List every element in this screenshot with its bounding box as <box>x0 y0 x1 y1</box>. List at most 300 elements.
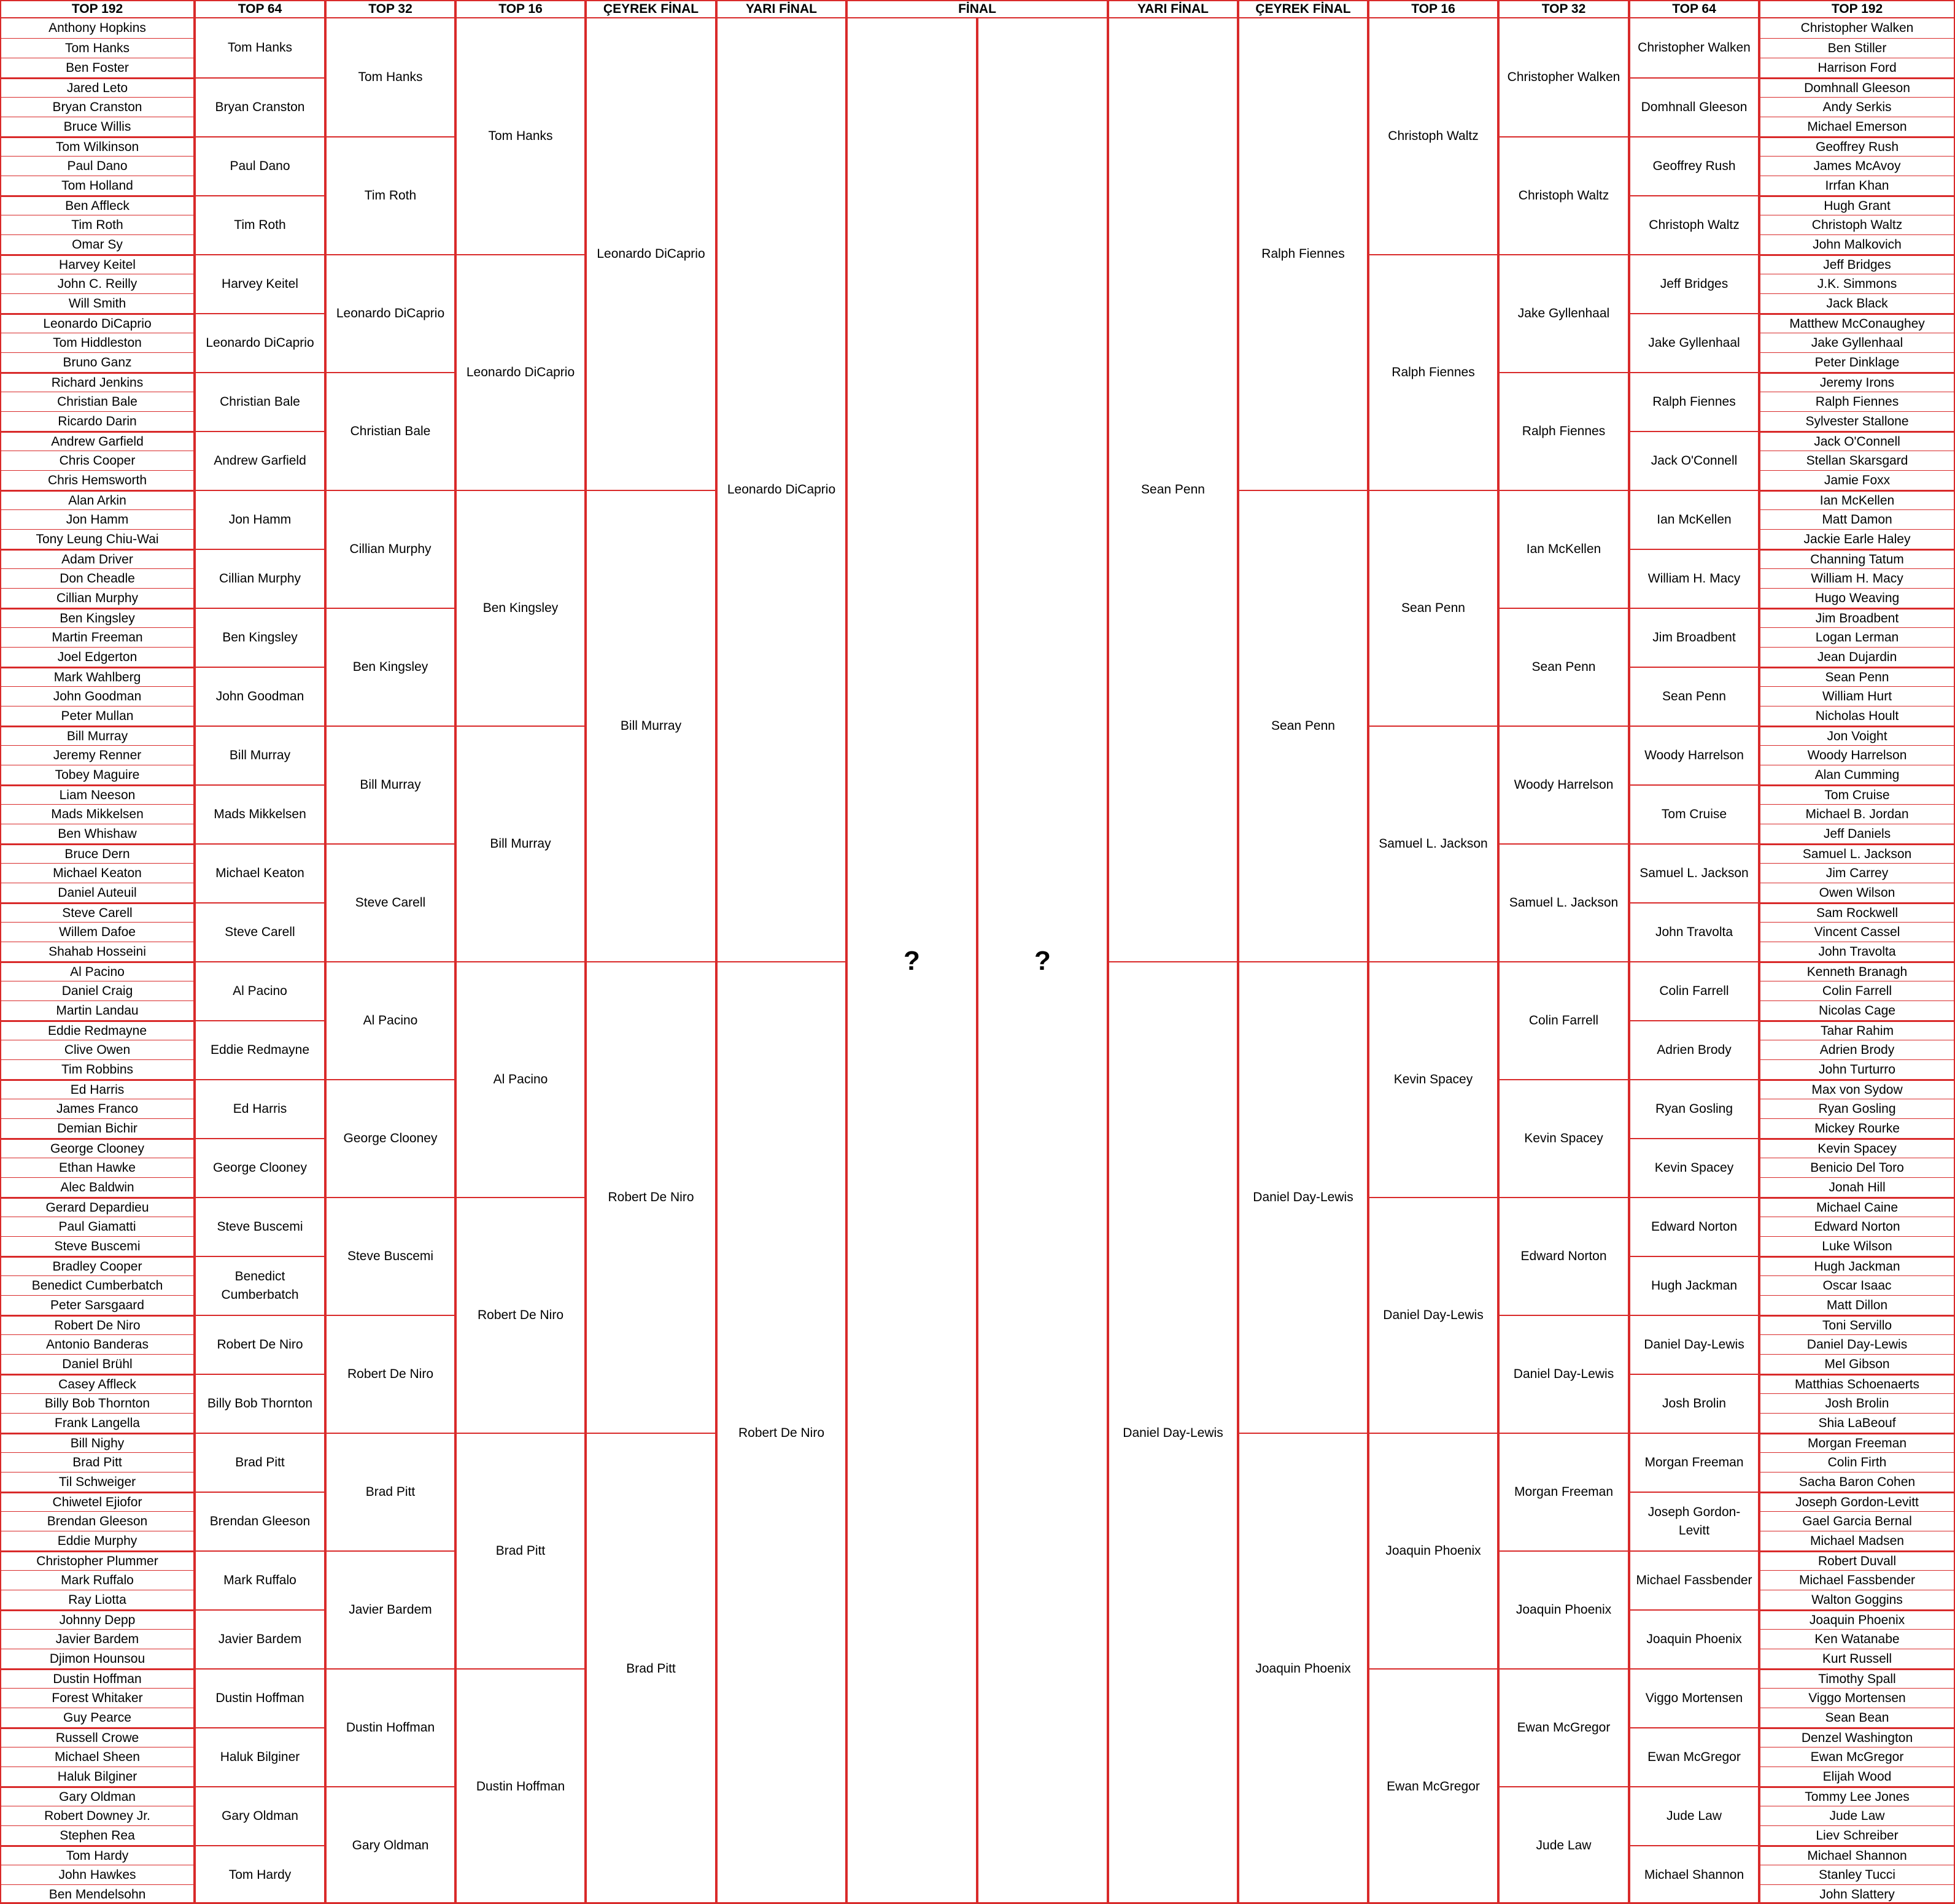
bracket-entry-right-top64[interactable]: Ewan McGregor <box>1630 1727 1758 1786</box>
bracket-entry-left-top32[interactable]: Ben Kingsley <box>327 608 454 726</box>
bracket-entry-right-top192[interactable]: Walton Goggins <box>1760 1590 1954 1609</box>
bracket-entry-right-top192[interactable]: Stanley Tucci <box>1760 1865 1954 1884</box>
bracket-entry-right-top192[interactable]: Gael Garcia Bernal <box>1760 1511 1954 1531</box>
bracket-entry-left-top192[interactable]: Forest Whitaker <box>1 1688 193 1708</box>
bracket-entry-left-top64[interactable]: Jon Hamm <box>196 490 324 549</box>
bracket-entry-right-top192[interactable]: Ben Stiller <box>1760 38 1954 58</box>
bracket-entry-right-top192[interactable]: Josh Brolin <box>1760 1393 1954 1413</box>
bracket-entry-right-top192[interactable]: Kurt Russell <box>1760 1649 1954 1668</box>
bracket-entry-right-top16[interactable]: Ewan McGregor <box>1369 1668 1497 1904</box>
bracket-entry-left-top192[interactable]: Casey Affleck <box>1 1374 193 1393</box>
bracket-entry-left-top192[interactable]: Steve Carell <box>1 902 193 922</box>
bracket-entry-left-top192[interactable]: James Franco <box>1 1099 193 1118</box>
bracket-entry-left-top192[interactable]: Peter Mullan <box>1 706 193 726</box>
bracket-entry-right-top16[interactable]: Samuel L. Jackson <box>1369 726 1497 961</box>
bracket-entry-right-semi[interactable]: Daniel Day-Lewis <box>1109 961 1237 1904</box>
bracket-entry-right-top192[interactable]: Joaquin Phoenix <box>1760 1609 1954 1629</box>
bracket-entry-left-top192[interactable]: Jon Hamm <box>1 509 193 529</box>
bracket-entry-left-top64[interactable]: Leonardo DiCaprio <box>196 313 324 372</box>
bracket-entry-right-top32[interactable]: Edward Norton <box>1500 1197 1628 1315</box>
bracket-entry-right-top192[interactable]: Elijah Wood <box>1760 1767 1954 1786</box>
bracket-entry-right-top64[interactable]: John Travolta <box>1630 902 1758 961</box>
bracket-entry-right-top192[interactable]: Michael Madsen <box>1760 1531 1954 1550</box>
bracket-entry-left-top192[interactable]: Djimon Hounsou <box>1 1649 193 1668</box>
bracket-entry-left-top64[interactable]: Harvey Keitel <box>196 254 324 313</box>
bracket-entry-right-top64[interactable]: Edward Norton <box>1630 1197 1758 1256</box>
bracket-entry-right-top64[interactable]: Domhnall Gleeson <box>1630 77 1758 136</box>
bracket-entry-right-top192[interactable]: Peter Dinklage <box>1760 352 1954 372</box>
bracket-entry-right-top192[interactable]: Jack O'Connell <box>1760 431 1954 451</box>
bracket-entry-right-top192[interactable]: Christoph Waltz <box>1760 215 1954 234</box>
bracket-entry-right-top192[interactable]: Jake Gyllenhaal <box>1760 333 1954 352</box>
bracket-entry-right-top192[interactable]: Shia LaBeouf <box>1760 1413 1954 1433</box>
bracket-entry-left-top64[interactable]: Cillian Murphy <box>196 549 324 608</box>
bracket-entry-right-quarter[interactable]: Joaquin Phoenix <box>1239 1433 1367 1904</box>
bracket-entry-left-top192[interactable]: Tom Hiddleston <box>1 333 193 352</box>
bracket-entry-right-top32[interactable]: Christopher Walken <box>1507 70 1620 84</box>
bracket-entry-right-top192[interactable]: Ken Watanabe <box>1760 1629 1954 1649</box>
bracket-entry-right-top192[interactable]: Toni Servillo <box>1760 1315 1954 1334</box>
bracket-entry-left-top192[interactable]: Tom Wilkinson <box>1 136 193 156</box>
bracket-entry-right-top192[interactable]: Michael Shannon <box>1760 1845 1954 1865</box>
bracket-entry-left-top192[interactable]: John Hawkes <box>1 1865 193 1884</box>
bracket-entry-right-top192[interactable]: Mel Gibson <box>1760 1354 1954 1374</box>
bracket-entry-left-top32[interactable]: Robert De Niro <box>327 1315 454 1433</box>
bracket-entry-right-top192[interactable]: Michael Caine <box>1760 1197 1954 1217</box>
bracket-entry-left-top32[interactable]: George Clooney <box>327 1079 454 1197</box>
bracket-entry-right-top32[interactable]: Samuel L. Jackson <box>1500 843 1628 961</box>
bracket-entry-right-top192[interactable]: John Turturro <box>1760 1059 1954 1079</box>
bracket-entry-left-top192[interactable]: Haluk Bilginer <box>1 1767 193 1786</box>
bracket-entry-left-quarter[interactable]: Robert De Niro <box>587 961 715 1433</box>
bracket-entry-right-top64[interactable]: William H. Macy <box>1630 549 1758 608</box>
bracket-entry-right-top192[interactable]: Tahar Rahim <box>1760 1020 1954 1040</box>
bracket-entry-left-top16[interactable]: Ben Kingsley <box>457 490 584 726</box>
final-slot-right[interactable]: ? <box>1034 946 1051 976</box>
bracket-entry-left-top192[interactable]: Ricardo Darin <box>1 411 193 431</box>
bracket-entry-right-top192[interactable]: James McAvoy <box>1760 156 1954 176</box>
bracket-entry-right-top64[interactable]: Jude Law <box>1630 1786 1758 1845</box>
bracket-entry-right-top32[interactable]: Woody Harrelson <box>1500 726 1628 843</box>
bracket-entry-left-top192[interactable]: Billy Bob Thornton <box>1 1393 193 1413</box>
bracket-entry-right-top192[interactable]: Jeff Daniels <box>1760 824 1954 843</box>
bracket-entry-left-top32[interactable]: Tim Roth <box>327 136 454 254</box>
bracket-entry-right-top192[interactable]: Adrien Brody <box>1760 1040 1954 1059</box>
bracket-entry-right-top192[interactable]: Samuel L. Jackson <box>1760 843 1954 863</box>
bracket-entry-right-top192[interactable]: Kevin Spacey <box>1760 1138 1954 1158</box>
bracket-entry-right-top192[interactable]: Woody Harrelson <box>1760 745 1954 765</box>
bracket-entry-left-top192[interactable]: Ed Harris <box>1 1079 193 1099</box>
bracket-entry-left-top192[interactable]: Chris Hemsworth <box>1 470 193 490</box>
bracket-entry-right-top192[interactable]: J.K. Simmons <box>1760 274 1954 293</box>
bracket-entry-right-quarter[interactable]: Ralph Fiennes <box>1261 247 1345 261</box>
bracket-entry-right-top192[interactable]: Jim Broadbent <box>1760 608 1954 627</box>
bracket-entry-right-top192[interactable]: John Slattery <box>1760 1884 1954 1904</box>
bracket-entry-right-top192[interactable]: Jeremy Irons <box>1760 372 1954 392</box>
bracket-entry-left-top32[interactable]: Dustin Hoffman <box>327 1668 454 1786</box>
bracket-entry-right-top192[interactable]: Owen Wilson <box>1760 883 1954 902</box>
bracket-entry-right-top64[interactable]: Colin Farrell <box>1630 961 1758 1020</box>
bracket-entry-right-top192[interactable]: Ian McKellen <box>1760 490 1954 509</box>
bracket-entry-left-top192[interactable]: Bryan Cranston <box>1 97 193 117</box>
bracket-entry-right-top64[interactable]: Michael Shannon <box>1630 1845 1758 1904</box>
bracket-entry-left-top192[interactable]: Chiwetel Ejiofor <box>1 1492 193 1511</box>
bracket-entry-left-top192[interactable]: Christian Bale <box>1 392 193 411</box>
bracket-entry-right-top64[interactable]: Christopher Walken <box>1638 41 1751 55</box>
bracket-entry-right-top192[interactable]: Michael Fassbender <box>1760 1570 1954 1590</box>
bracket-entry-right-top16[interactable]: Ralph Fiennes <box>1369 254 1497 490</box>
bracket-entry-left-top192[interactable]: Dustin Hoffman <box>1 1668 193 1688</box>
bracket-entry-left-top64[interactable]: Mads Mikkelsen <box>196 784 324 843</box>
bracket-entry-right-top64[interactable]: Jack O'Connell <box>1630 431 1758 490</box>
bracket-entry-left-top192[interactable]: Ethan Hawke <box>1 1158 193 1177</box>
bracket-entry-left-top192[interactable]: Ben Foster <box>1 58 193 77</box>
bracket-entry-left-top192[interactable]: Paul Dano <box>1 156 193 176</box>
bracket-entry-left-top192[interactable]: Frank Langella <box>1 1413 193 1433</box>
bracket-entry-right-top64[interactable]: Michael Fassbender <box>1630 1550 1758 1609</box>
bracket-entry-left-top32[interactable]: Tom Hanks <box>358 70 423 84</box>
bracket-entry-left-top192[interactable]: Robert De Niro <box>1 1315 193 1334</box>
bracket-entry-right-top192[interactable]: Jim Carrey <box>1760 863 1954 883</box>
bracket-entry-right-quarter[interactable]: Sean Penn <box>1239 490 1367 961</box>
bracket-entry-left-top192[interactable]: Tom Hanks <box>1 38 193 58</box>
bracket-entry-right-top192[interactable]: Tom Cruise <box>1760 784 1954 804</box>
bracket-entry-left-top192[interactable]: Martin Freeman <box>1 627 193 647</box>
bracket-entry-right-top192[interactable]: Ewan McGregor <box>1760 1747 1954 1767</box>
bracket-entry-right-top192[interactable]: Nicholas Hoult <box>1760 706 1954 726</box>
bracket-entry-right-top64[interactable]: Adrien Brody <box>1630 1020 1758 1079</box>
bracket-entry-right-top32[interactable]: Ian McKellen <box>1500 490 1628 608</box>
bracket-entry-right-top192[interactable]: John Travolta <box>1760 942 1954 961</box>
bracket-entry-left-top192[interactable]: Will Smith <box>1 293 193 313</box>
bracket-entry-left-top192[interactable]: Mads Mikkelsen <box>1 804 193 824</box>
bracket-entry-left-top64[interactable]: Al Pacino <box>196 961 324 1020</box>
bracket-entry-right-top192[interactable]: Jean Dujardin <box>1760 647 1954 667</box>
bracket-entry-right-top192[interactable]: Matt Dillon <box>1760 1295 1954 1315</box>
bracket-entry-left-top32[interactable]: Gary Oldman <box>327 1786 454 1904</box>
bracket-entry-right-top64[interactable]: Joaquin Phoenix <box>1630 1609 1758 1668</box>
bracket-entry-left-top16[interactable]: Dustin Hoffman <box>457 1668 584 1904</box>
bracket-entry-left-top192[interactable]: Steve Buscemi <box>1 1236 193 1256</box>
bracket-entry-right-top32[interactable]: Morgan Freeman <box>1500 1433 1628 1550</box>
bracket-entry-left-top64[interactable]: Bill Murray <box>196 726 324 784</box>
bracket-entry-left-top192[interactable]: Mark Wahlberg <box>1 667 193 686</box>
bracket-entry-left-top192[interactable]: Johnny Depp <box>1 1609 193 1629</box>
bracket-entry-right-top32[interactable]: Joaquin Phoenix <box>1500 1550 1628 1668</box>
bracket-entry-left-top192[interactable]: Richard Jenkins <box>1 372 193 392</box>
bracket-entry-left-top192[interactable]: Ben Whishaw <box>1 824 193 843</box>
bracket-entry-right-top192[interactable]: Mickey Rourke <box>1760 1118 1954 1138</box>
bracket-entry-right-top64[interactable]: Ian McKellen <box>1630 490 1758 549</box>
bracket-entry-right-top64[interactable]: Geoffrey Rush <box>1630 136 1758 195</box>
bracket-entry-right-top192[interactable]: Nicolas Cage <box>1760 1000 1954 1020</box>
bracket-entry-left-top192[interactable]: Chris Cooper <box>1 451 193 470</box>
bracket-entry-left-top64[interactable]: Brendan Gleeson <box>196 1492 324 1550</box>
bracket-entry-left-quarter[interactable]: Brad Pitt <box>587 1433 715 1904</box>
bracket-entry-right-top192[interactable]: Jon Voight <box>1760 726 1954 745</box>
bracket-entry-right-top192[interactable]: Jackie Earle Haley <box>1760 529 1954 549</box>
bracket-entry-left-top32[interactable]: Cillian Murphy <box>327 490 454 608</box>
bracket-entry-right-top192[interactable]: Liev Schreiber <box>1760 1825 1954 1845</box>
bracket-entry-right-top16[interactable]: Kevin Spacey <box>1369 961 1497 1197</box>
bracket-entry-left-top192[interactable]: Tim Robbins <box>1 1059 193 1079</box>
bracket-entry-left-top192[interactable]: Brad Pitt <box>1 1452 193 1472</box>
bracket-entry-left-top192[interactable]: Peter Sarsgaard <box>1 1295 193 1315</box>
bracket-entry-left-top192[interactable]: Mark Ruffalo <box>1 1570 193 1590</box>
bracket-entry-left-top192[interactable]: Willem Dafoe <box>1 922 193 942</box>
bracket-entry-right-top64[interactable]: Viggo Mortensen <box>1630 1668 1758 1727</box>
bracket-entry-left-top64[interactable]: Brad Pitt <box>196 1433 324 1492</box>
bracket-entry-right-top192[interactable]: Christopher Walken <box>1800 21 1914 35</box>
bracket-entry-left-top192[interactable]: Anthony Hopkins <box>48 21 146 35</box>
bracket-entry-left-top64[interactable]: Benedict Cumberbatch <box>196 1256 324 1315</box>
bracket-entry-right-top192[interactable]: William Hurt <box>1760 686 1954 706</box>
bracket-entry-left-top192[interactable]: Liam Neeson <box>1 784 193 804</box>
bracket-entry-left-top192[interactable]: Jared Leto <box>1 77 193 97</box>
bracket-entry-left-top192[interactable]: Javier Bardem <box>1 1629 193 1649</box>
bracket-entry-left-top192[interactable]: Tobey Maguire <box>1 765 193 784</box>
bracket-entry-right-top192[interactable]: Channing Tatum <box>1760 549 1954 568</box>
bracket-entry-left-top192[interactable]: Ben Affleck <box>1 195 193 215</box>
bracket-entry-right-top32[interactable]: Ralph Fiennes <box>1500 372 1628 490</box>
bracket-entry-left-top192[interactable]: Tony Leung Chiu-Wai <box>1 529 193 549</box>
bracket-entry-left-top32[interactable]: Bill Murray <box>327 726 454 843</box>
bracket-entry-left-top192[interactable]: Martin Landau <box>1 1000 193 1020</box>
bracket-entry-right-top192[interactable]: Sacha Baron Cohen <box>1760 1472 1954 1492</box>
bracket-entry-right-top192[interactable]: Jamie Foxx <box>1760 470 1954 490</box>
bracket-entry-left-top192[interactable]: Harvey Keitel <box>1 254 193 274</box>
bracket-entry-left-top64[interactable]: Haluk Bilginer <box>196 1727 324 1786</box>
bracket-entry-left-top192[interactable]: Alan Arkin <box>1 490 193 509</box>
bracket-entry-right-top32[interactable]: Daniel Day-Lewis <box>1500 1315 1628 1433</box>
bracket-entry-left-top192[interactable]: Til Schweiger <box>1 1472 193 1492</box>
bracket-entry-right-top192[interactable]: Michael B. Jordan <box>1760 804 1954 824</box>
bracket-entry-right-top192[interactable]: Sylvester Stallone <box>1760 411 1954 431</box>
bracket-entry-right-top192[interactable]: Kenneth Branagh <box>1760 961 1954 981</box>
bracket-entry-left-top16[interactable]: Robert De Niro <box>457 1197 584 1433</box>
bracket-entry-right-top16[interactable]: Joaquin Phoenix <box>1369 1433 1497 1668</box>
bracket-entry-right-top192[interactable]: Michael Emerson <box>1760 117 1954 136</box>
bracket-entry-left-top192[interactable]: Bruce Dern <box>1 843 193 863</box>
bracket-entry-right-top32[interactable]: Ewan McGregor <box>1500 1668 1628 1786</box>
bracket-entry-left-top192[interactable]: Daniel Craig <box>1 981 193 1000</box>
bracket-entry-right-top192[interactable]: Denzel Washington <box>1760 1727 1954 1747</box>
bracket-entry-left-top16[interactable]: Al Pacino <box>457 961 584 1197</box>
bracket-entry-right-top192[interactable]: Domhnall Gleeson <box>1760 77 1954 97</box>
bracket-entry-left-top192[interactable]: Leonardo DiCaprio <box>1 313 193 333</box>
bracket-entry-left-top16[interactable]: Tom Hanks <box>488 129 553 143</box>
bracket-entry-right-top192[interactable]: Hugo Weaving <box>1760 588 1954 608</box>
bracket-entry-right-top192[interactable]: Stellan Skarsgard <box>1760 451 1954 470</box>
bracket-entry-left-top64[interactable]: Ed Harris <box>196 1079 324 1138</box>
bracket-entry-left-top64[interactable]: Javier Bardem <box>196 1609 324 1668</box>
bracket-entry-right-top64[interactable]: Morgan Freeman <box>1630 1433 1758 1492</box>
bracket-entry-right-top32[interactable]: Jake Gyllenhaal <box>1500 254 1628 372</box>
bracket-entry-left-top192[interactable]: Robert Downey Jr. <box>1 1806 193 1825</box>
bracket-entry-left-top32[interactable]: Al Pacino <box>327 961 454 1079</box>
bracket-entry-right-top64[interactable]: Jake Gyllenhaal <box>1630 313 1758 372</box>
bracket-entry-left-top192[interactable]: Shahab Hosseini <box>1 942 193 961</box>
bracket-entry-left-top64[interactable]: Paul Dano <box>196 136 324 195</box>
bracket-entry-right-top192[interactable]: Hugh Jackman <box>1760 1256 1954 1275</box>
bracket-entry-right-top192[interactable]: Irrfan Khan <box>1760 176 1954 195</box>
bracket-entry-left-top64[interactable]: Bryan Cranston <box>196 77 324 136</box>
bracket-entry-right-top64[interactable]: Daniel Day-Lewis <box>1630 1315 1758 1374</box>
bracket-entry-right-top192[interactable]: Timothy Spall <box>1760 1668 1954 1688</box>
bracket-entry-left-top64[interactable]: Gary Oldman <box>196 1786 324 1845</box>
bracket-entry-left-top192[interactable]: Tom Holland <box>1 176 193 195</box>
bracket-entry-right-top32[interactable]: Jude Law <box>1500 1786 1628 1904</box>
bracket-entry-right-top64[interactable]: Christoph Waltz <box>1630 195 1758 254</box>
bracket-entry-left-top192[interactable]: Eddie Murphy <box>1 1531 193 1550</box>
bracket-entry-left-top64[interactable]: Tom Hanks <box>227 41 293 55</box>
bracket-entry-right-top192[interactable]: Max von Sydow <box>1760 1079 1954 1099</box>
bracket-entry-left-top192[interactable]: Tim Roth <box>1 215 193 234</box>
bracket-entry-left-top192[interactable]: Antonio Banderas <box>1 1334 193 1354</box>
bracket-entry-right-top64[interactable]: Kevin Spacey <box>1630 1138 1758 1197</box>
bracket-entry-left-top16[interactable]: Bill Murray <box>457 726 584 961</box>
bracket-entry-left-top192[interactable]: Adam Driver <box>1 549 193 568</box>
bracket-entry-left-top192[interactable]: Jeremy Renner <box>1 745 193 765</box>
bracket-entry-left-top64[interactable]: Tom Hardy <box>196 1845 324 1904</box>
bracket-entry-right-top192[interactable]: John Malkovich <box>1760 234 1954 254</box>
bracket-entry-right-top192[interactable]: Daniel Day-Lewis <box>1760 1334 1954 1354</box>
bracket-entry-right-top192[interactable]: Morgan Freeman <box>1760 1433 1954 1452</box>
bracket-entry-left-top192[interactable]: Ray Liotta <box>1 1590 193 1609</box>
bracket-entry-left-top32[interactable]: Leonardo DiCaprio <box>327 254 454 372</box>
bracket-entry-left-top64[interactable]: Tim Roth <box>196 195 324 254</box>
bracket-entry-left-top64[interactable]: Andrew Garfield <box>196 431 324 490</box>
bracket-entry-right-quarter[interactable]: Daniel Day-Lewis <box>1239 961 1367 1433</box>
bracket-entry-left-top64[interactable]: Eddie Redmayne <box>196 1020 324 1079</box>
bracket-entry-left-top32[interactable]: Brad Pitt <box>327 1433 454 1550</box>
bracket-entry-right-top32[interactable]: Christoph Waltz <box>1500 136 1628 254</box>
bracket-entry-left-top32[interactable]: Steve Carell <box>327 843 454 961</box>
bracket-entry-left-top192[interactable]: Guy Pearce <box>1 1708 193 1727</box>
bracket-entry-right-top192[interactable]: Joseph Gordon-Levitt <box>1760 1492 1954 1511</box>
bracket-entry-left-top64[interactable]: Christian Bale <box>196 372 324 431</box>
bracket-entry-right-top192[interactable]: Logan Lerman <box>1760 627 1954 647</box>
bracket-entry-right-top192[interactable]: Hugh Grant <box>1760 195 1954 215</box>
bracket-entry-left-top192[interactable]: Christopher Plummer <box>1 1550 193 1570</box>
bracket-entry-right-top192[interactable]: Jeff Bridges <box>1760 254 1954 274</box>
bracket-entry-left-top192[interactable]: Stephen Rea <box>1 1825 193 1845</box>
bracket-entry-right-top192[interactable]: Matthew McConaughey <box>1760 313 1954 333</box>
bracket-entry-left-top192[interactable]: Ben Mendelsohn <box>1 1884 193 1904</box>
bracket-entry-left-quarter[interactable]: Leonardo DiCaprio <box>597 247 705 261</box>
bracket-entry-left-top192[interactable]: Al Pacino <box>1 961 193 981</box>
bracket-entry-right-top192[interactable]: William H. Macy <box>1760 568 1954 588</box>
bracket-entry-right-top192[interactable]: Ryan Gosling <box>1760 1099 1954 1118</box>
bracket-entry-right-top192[interactable]: Luke Wilson <box>1760 1236 1954 1256</box>
bracket-entry-right-top192[interactable]: Colin Firth <box>1760 1452 1954 1472</box>
bracket-entry-left-top192[interactable]: Cillian Murphy <box>1 588 193 608</box>
bracket-entry-right-top64[interactable]: Josh Brolin <box>1630 1374 1758 1433</box>
bracket-entry-right-top192[interactable]: Andy Serkis <box>1760 97 1954 117</box>
bracket-entry-left-top64[interactable]: Billy Bob Thornton <box>196 1374 324 1433</box>
bracket-entry-right-top64[interactable]: Joseph Gordon-Levitt <box>1630 1492 1758 1550</box>
bracket-entry-left-top192[interactable]: Russell Crowe <box>1 1727 193 1747</box>
bracket-entry-left-top192[interactable]: Benedict Cumberbatch <box>1 1275 193 1295</box>
bracket-entry-left-top192[interactable]: Brendan Gleeson <box>1 1511 193 1531</box>
bracket-entry-right-top192[interactable]: Geoffrey Rush <box>1760 136 1954 156</box>
bracket-entry-left-top192[interactable]: Bruce Willis <box>1 117 193 136</box>
bracket-entry-left-top192[interactable]: Clive Owen <box>1 1040 193 1059</box>
bracket-entry-left-top192[interactable]: George Clooney <box>1 1138 193 1158</box>
bracket-entry-left-top64[interactable]: John Goodman <box>196 667 324 726</box>
bracket-entry-left-top192[interactable]: Eddie Redmayne <box>1 1020 193 1040</box>
bracket-entry-left-quarter[interactable]: Bill Murray <box>587 490 715 961</box>
bracket-entry-right-top64[interactable]: Hugh Jackman <box>1630 1256 1758 1315</box>
bracket-entry-left-top192[interactable]: Bill Nighy <box>1 1433 193 1452</box>
bracket-entry-right-top32[interactable]: Colin Farrell <box>1500 961 1628 1079</box>
bracket-entry-left-top192[interactable]: Tom Hardy <box>1 1845 193 1865</box>
bracket-entry-left-top64[interactable]: Dustin Hoffman <box>196 1668 324 1727</box>
bracket-entry-right-top192[interactable]: Viggo Mortensen <box>1760 1688 1954 1708</box>
bracket-entry-left-top192[interactable]: John C. Reilly <box>1 274 193 293</box>
bracket-entry-left-top192[interactable]: Alec Baldwin <box>1 1177 193 1197</box>
bracket-entry-left-top192[interactable]: Daniel Brühl <box>1 1354 193 1374</box>
bracket-entry-left-semi[interactable]: Robert De Niro <box>718 961 845 1904</box>
bracket-entry-left-top32[interactable]: Steve Buscemi <box>327 1197 454 1315</box>
bracket-entry-left-top32[interactable]: Christian Bale <box>327 372 454 490</box>
bracket-entry-right-top64[interactable]: Tom Cruise <box>1630 784 1758 843</box>
bracket-entry-right-top192[interactable]: Alan Cumming <box>1760 765 1954 784</box>
bracket-entry-right-top192[interactable]: Oscar Isaac <box>1760 1275 1954 1295</box>
bracket-entry-left-top16[interactable]: Leonardo DiCaprio <box>457 254 584 490</box>
bracket-entry-right-top192[interactable]: Sean Bean <box>1760 1708 1954 1727</box>
bracket-entry-right-top192[interactable]: Jude Law <box>1760 1806 1954 1825</box>
bracket-entry-right-top64[interactable]: Samuel L. Jackson <box>1630 843 1758 902</box>
final-slot-left[interactable]: ? <box>904 946 920 976</box>
bracket-entry-right-top192[interactable]: Sean Penn <box>1760 667 1954 686</box>
bracket-entry-right-top192[interactable]: Matt Damon <box>1760 509 1954 529</box>
bracket-entry-left-top192[interactable]: Demian Bichir <box>1 1118 193 1138</box>
bracket-entry-right-top64[interactable]: Jeff Bridges <box>1630 254 1758 313</box>
bracket-entry-right-top64[interactable]: Woody Harrelson <box>1630 726 1758 784</box>
bracket-entry-right-top192[interactable]: Matthias Schoenaerts <box>1760 1374 1954 1393</box>
bracket-entry-left-top64[interactable]: Steve Buscemi <box>196 1197 324 1256</box>
bracket-entry-left-top192[interactable]: Ben Kingsley <box>1 608 193 627</box>
bracket-entry-left-top64[interactable]: Mark Ruffalo <box>196 1550 324 1609</box>
bracket-entry-right-top32[interactable]: Kevin Spacey <box>1500 1079 1628 1197</box>
bracket-entry-left-top192[interactable]: Michael Sheen <box>1 1747 193 1767</box>
bracket-entry-left-top192[interactable]: Gerard Depardieu <box>1 1197 193 1217</box>
bracket-entry-right-top16[interactable]: Daniel Day-Lewis <box>1369 1197 1497 1433</box>
bracket-entry-right-top16[interactable]: Sean Penn <box>1369 490 1497 726</box>
bracket-entry-left-top192[interactable]: Bruno Ganz <box>1 352 193 372</box>
bracket-entry-right-top192[interactable]: Robert Duvall <box>1760 1550 1954 1570</box>
bracket-entry-left-top64[interactable]: Steve Carell <box>196 902 324 961</box>
bracket-entry-right-top192[interactable]: Benicio Del Toro <box>1760 1158 1954 1177</box>
bracket-entry-left-top192[interactable]: Bradley Cooper <box>1 1256 193 1275</box>
bracket-entry-left-top64[interactable]: George Clooney <box>196 1138 324 1197</box>
bracket-entry-right-top192[interactable]: Tommy Lee Jones <box>1760 1786 1954 1806</box>
bracket-entry-left-top64[interactable]: Ben Kingsley <box>196 608 324 667</box>
bracket-entry-left-top64[interactable]: Robert De Niro <box>196 1315 324 1374</box>
bracket-entry-left-top192[interactable]: Bill Murray <box>1 726 193 745</box>
bracket-entry-left-top192[interactable]: Andrew Garfield <box>1 431 193 451</box>
bracket-entry-right-top192[interactable]: Sam Rockwell <box>1760 902 1954 922</box>
bracket-entry-right-top192[interactable]: Jack Black <box>1760 293 1954 313</box>
bracket-entry-right-top192[interactable]: Edward Norton <box>1760 1217 1954 1236</box>
bracket-entry-left-top192[interactable]: John Goodman <box>1 686 193 706</box>
bracket-entry-right-top192[interactable]: Vincent Cassel <box>1760 922 1954 942</box>
bracket-entry-left-top192[interactable]: Joel Edgerton <box>1 647 193 667</box>
bracket-entry-right-top192[interactable]: Jonah Hill <box>1760 1177 1954 1197</box>
bracket-entry-right-top64[interactable]: Ryan Gosling <box>1630 1079 1758 1138</box>
bracket-entry-left-semi[interactable]: Leonardo DiCaprio <box>727 482 836 497</box>
